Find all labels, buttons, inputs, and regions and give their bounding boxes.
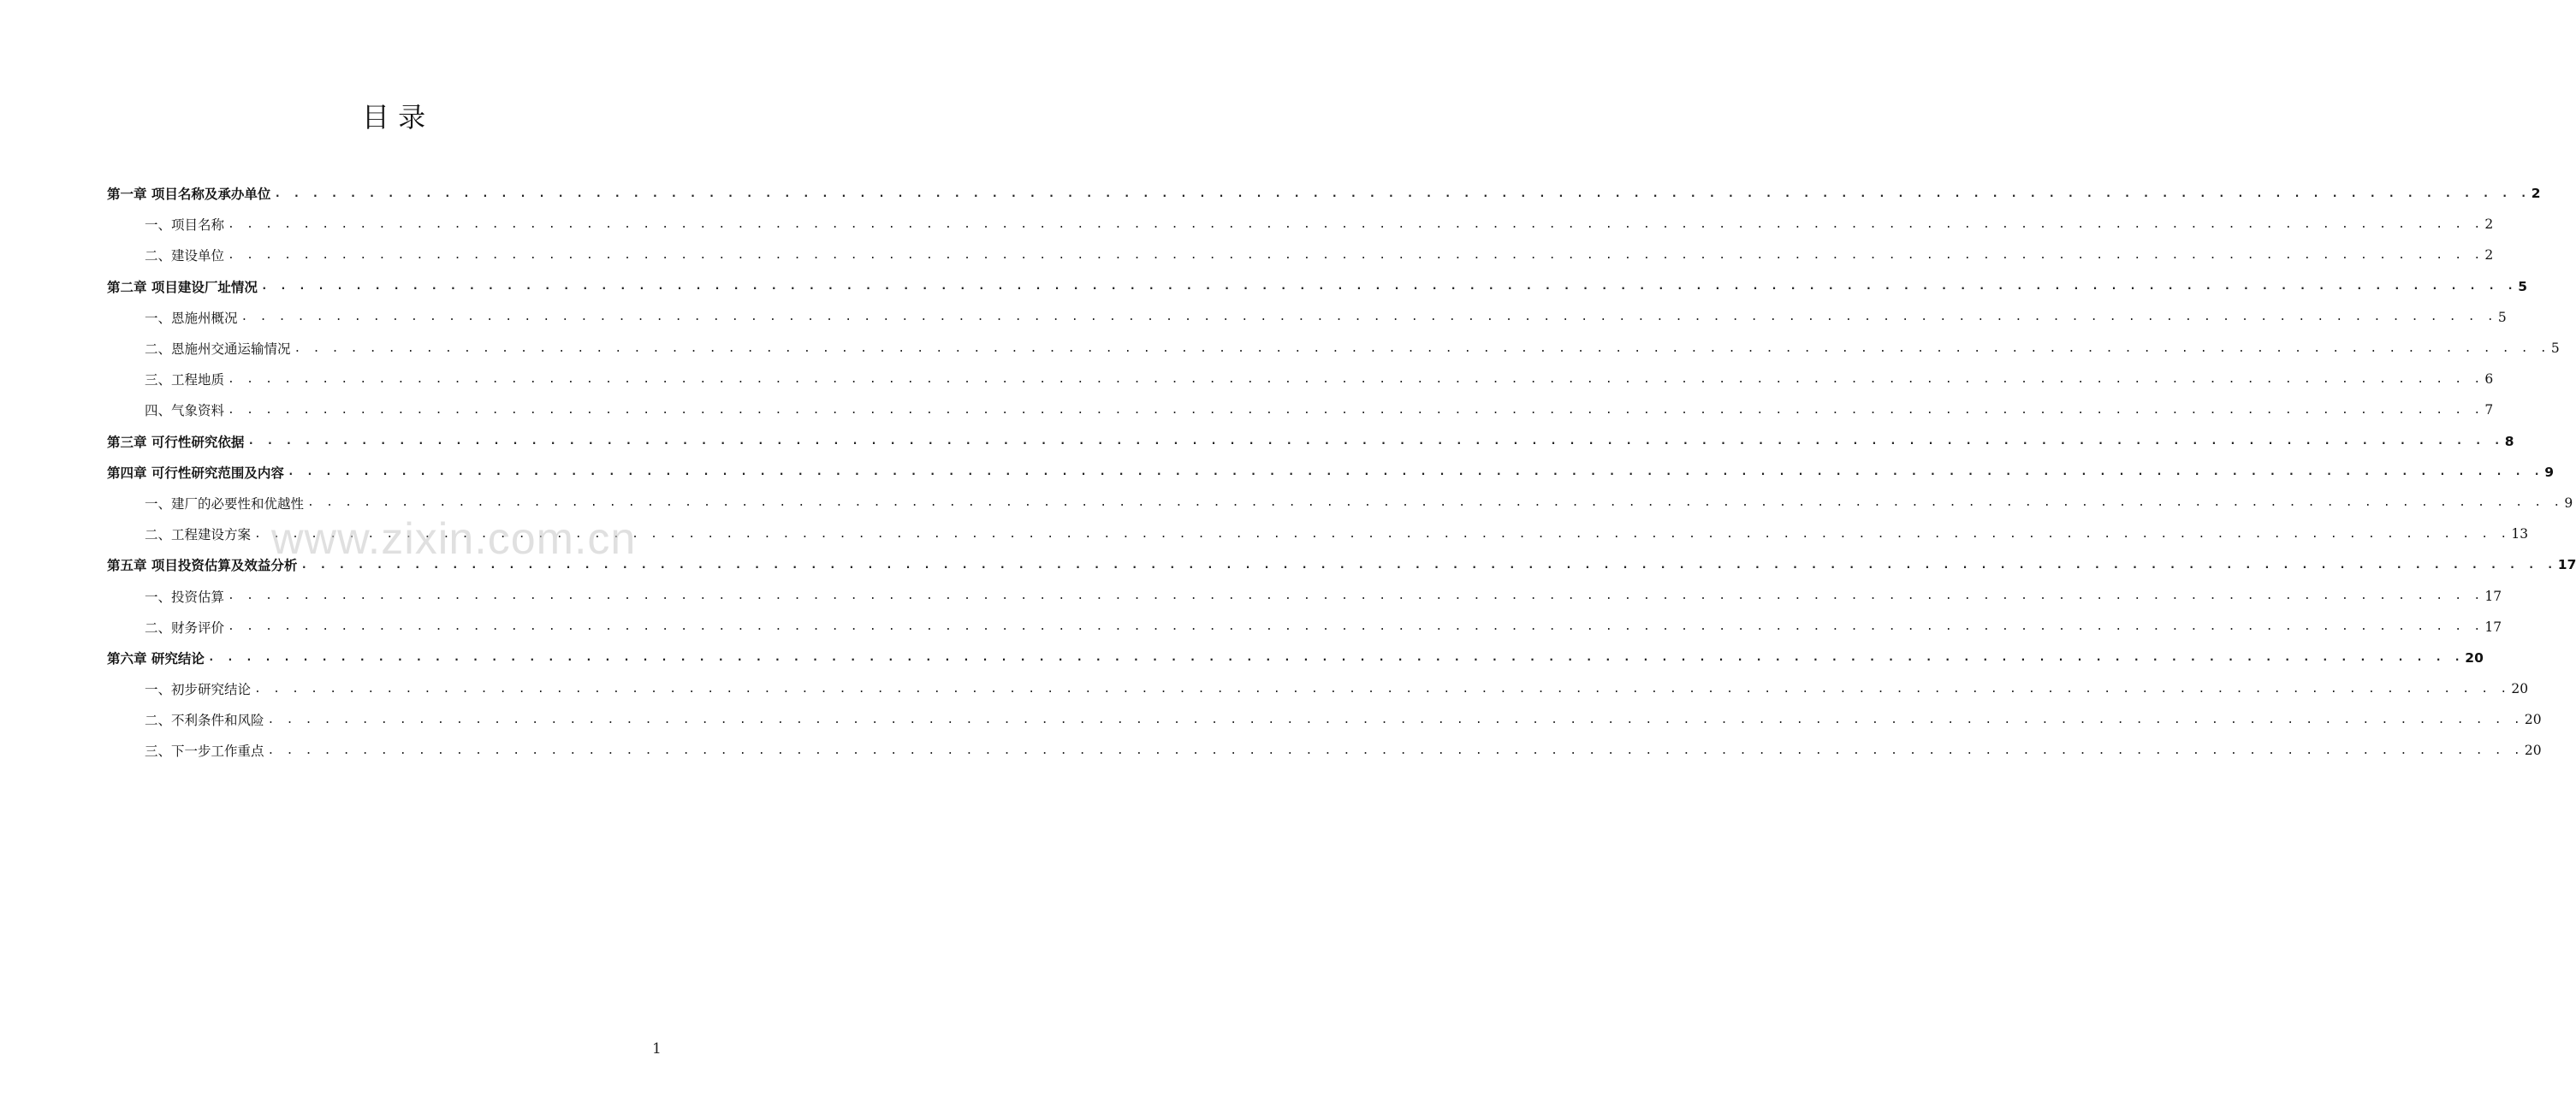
toc-chapter-entry[interactable] bbox=[107, 271, 2528, 302]
toc-entry-page: 17 bbox=[2557, 557, 2576, 573]
toc-entry-page: 2 bbox=[2484, 247, 2494, 264]
toc-entry-page: 6 bbox=[2484, 371, 2494, 388]
toc-entry-page: 17 bbox=[2484, 588, 2502, 604]
toc-dot-leader: . . . . . . . . . . . . . . . . . . . . . . . . . . . . . . . . . . . . . . . . . . . . . . . . . . . . . . . . . . . . . . . . . . . . . . . . . . . . . . . . . . . . . . . . . . . . . . . . . . . . . . . . . . . . . . . . . . . . . . . . bbox=[228, 217, 2484, 231]
toc-dot-leader: . . . . . . . . . . . . . . . . . . . . . . . . . . . . . . . . . . . . . . . . . . . . . . . . . . . . . . . . . . . . . . . . . . . . . . . . . . . . . . . . . . . . . . . . . . . . . . . . . . . . . . . . . . . . . . . . . . . . . . . . bbox=[240, 311, 2496, 324]
toc-entry-page: 5 bbox=[2550, 341, 2560, 357]
toc-entry-page: 7 bbox=[2484, 402, 2494, 418]
toc-entry-label: 二、不利条件和风险 bbox=[145, 713, 264, 729]
toc-entry-label: 第六章 研究结论 bbox=[107, 650, 205, 667]
toc-dot-leader: . . . . . . . . . . . . . . . . . . . . . . . . . . . . . . . . . . . . . . . . . . . . . . . . . . . . . . . . . . . . . . . . . . . . . . . . . . . . . . . . . . . . . . . . . . . . . . . . . . . . . . . . . . . . . . . . . . . . . . . . bbox=[254, 527, 2510, 541]
toc-dot-leader: . . . . . . . . . . . . . . . . . . . . . . . . . . . . . . . . . . . . . . . . . . . . . . . . . . . . . . . . . . . . . . . . . . . . . . . . . . . . . . . . . . . . . . . . . . . . . . . . . . . . . . . . . . . . . . . . . . . . . . . . bbox=[300, 558, 2556, 572]
toc-entry-label: 第一章 项目名称及承办单位 bbox=[107, 187, 271, 203]
toc-entry-label: 一、项目名称 bbox=[145, 217, 225, 234]
toc-dot-leader: . . . . . . . . . . . . . . . . . . . . . . . . . . . . . . . . . . . . . . . . . . . . . . . . . . . . . . . . . . . . . . . . . . . . . . . . . . . . . . . . . . . . . . . . . . . . . . . . . . . . . . . . . . . . . . . . . . . . . . . . bbox=[228, 248, 2484, 262]
toc-entry-label: 一、建厂的必要性和优越性 bbox=[145, 495, 305, 512]
toc-chapter-entry[interactable] bbox=[107, 549, 2576, 580]
toc-dot-leader: . . . . . . . . . . . . . . . . . . . . . . . . . . . . . . . . . . . . . . . . . . . . . . . . . . . . . . . . . . . . . . . . . . . . . . . . . . . . . . . . . . . . . . . . . . . . . . . . . . . . . . . . . . . . . . . . . . . . . . . . bbox=[228, 372, 2484, 386]
toc-section-entry[interactable] bbox=[107, 394, 2494, 425]
toc-entry-label: 一、初步研究结论 bbox=[145, 682, 252, 698]
toc-entry-page: 20 bbox=[2511, 681, 2529, 697]
toc-entry-label: 一、投资估算 bbox=[145, 589, 225, 605]
toc-dot-leader: . . . . . . . . . . . . . . . . . . . . . . . . . . . . . . . . . . . . . . . . . . . . . . . . . . . . . . . . . . . . . . . . . . . . . . . . . . . . . . . . . . . . . . . . . . . . . . . . . . . . . . . . . . . . . . . . . . . . . . . . bbox=[228, 590, 2484, 603]
toc-dot-leader: . . . . . . . . . . . . . . . . . . . . . . . . . . . . . . . . . . . . . . . . . . . . . . . . . . . . . . . . . . . . . . . . . . . . . . . . . . . . . . . . . . . . . . . . . . . . . . . . . . . . . . . . . . . . . . . . . . . . . . . . bbox=[267, 713, 2523, 726]
toc-entry-label: 二、工程建设方案 bbox=[145, 527, 252, 543]
toc-entry-label: 第二章 项目建设厂址情况 bbox=[107, 279, 258, 295]
toc-section-entry[interactable] bbox=[107, 302, 2507, 333]
toc-entry-page: 9 bbox=[2544, 464, 2555, 480]
toc-section-entry[interactable] bbox=[107, 518, 2529, 549]
toc-section-entry[interactable] bbox=[107, 333, 2560, 364]
toc-dot-leader: . . . . . . . . . . . . . . . . . . . . . . . . . . . . . . . . . . . . . . . . . . . . . . . . . . . . . . . . . . . . . . . . . . . . . . . . . . . . . . . . . . . . . . . . . . . . . . . . . . . . . . . . . . . . . . . . . . . . . . . . bbox=[207, 651, 2464, 665]
toc-dot-leader: . . . . . . . . . . . . . . . . . . . . . . . . . . . . . . . . . . . . . . . . . . . . . . . . . . . . . . . . . . . . . . . . . . . . . . . . . . . . . . . . . . . . . . . . . . . . . . . . . . . . . . . . . . . . . . . . . . . . . . . . bbox=[294, 341, 2549, 355]
toc-entry-label: 二、建设单位 bbox=[145, 248, 225, 264]
toc-section-entry[interactable] bbox=[107, 240, 2494, 270]
toc-dot-leader: . . . . . . . . . . . . . . . . . . . . . . . . . . . . . . . . . . . . . . . . . . . . . . . . . . . . . . . . . . . . . . . . . . . . . . . . . . . . . . . . . . . . . . . . . . . . . . . . . . . . . . . . . . . . . . . . . . . . . . . . bbox=[287, 465, 2543, 479]
toc-entry-page: 5 bbox=[2518, 278, 2528, 294]
toc-section-entry[interactable] bbox=[107, 488, 2573, 518]
toc-entry-page: 9 bbox=[2564, 495, 2573, 511]
toc-entry-page: 17 bbox=[2484, 619, 2502, 635]
page-number: 1 bbox=[652, 1040, 662, 1058]
toc-dot-leader: . . . . . . . . . . . . . . . . . . . . . . . . . . . . . . . . . . . . . . . . . . . . . . . . . . . . . . . . . . . . . . . . . . . . . . . . . . . . . . . . . . . . . . . . . . . . . . . . . . . . . . . . . . . . . . . . . . . . . . . . bbox=[247, 435, 2503, 448]
toc-section-entry[interactable] bbox=[107, 735, 2542, 766]
toc-dot-leader: . . . . . . . . . . . . . . . . . . . . . . . . . . . . . . . . . . . . . . . . . . . . . . . . . . . . . . . . . . . . . . . . . . . . . . . . . . . . . . . . . . . . . . . . . . . . . . . . . . . . . . . . . . . . . . . . . . . . . . . . bbox=[267, 744, 2523, 757]
toc-dot-leader: . . . . . . . . . . . . . . . . . . . . . . . . . . . . . . . . . . . . . . . . . . . . . . . . . . . . . . . . . . . . . . . . . . . . . . . . . . . . . . . . . . . . . . . . . . . . . . . . . . . . . . . . . . . . . . . . . . . . . . . . bbox=[228, 403, 2484, 417]
toc-dot-leader: . . . . . . . . . . . . . . . . . . . . . . . . . . . . . . . . . . . . . . . . . . . . . . . . . . . . . . . . . . . . . . . . . . . . . . . . . . . . . . . . . . . . . . . . . . . . . . . . . . . . . . . . . . . . . . . . . . . . . . . . bbox=[307, 496, 2563, 510]
toc-chapter-entry[interactable] bbox=[107, 178, 2541, 209]
toc-entry-label: 第三章 可行性研究依据 bbox=[107, 434, 245, 450]
toc-entry-page: 2 bbox=[2531, 186, 2541, 202]
table-of-contents bbox=[107, 178, 2576, 767]
toc-entry-label: 二、财务评价 bbox=[145, 619, 225, 636]
toc-section-entry[interactable] bbox=[107, 209, 2494, 240]
toc-entry-label: 第四章 可行性研究范围及内容 bbox=[107, 465, 284, 481]
toc-dot-leader: . . . . . . . . . . . . . . . . . . . . . . . . . . . . . . . . . . . . . . . . . . . . . . . . . . . . . . . . . . . . . . . . . . . . . . . . . . . . . . . . . . . . . . . . . . . . . . . . . . . . . . . . . . . . . . . . . . . . . . . . bbox=[274, 187, 2530, 200]
watermark: www.zixin.com.cn bbox=[271, 514, 637, 564]
toc-chapter-entry[interactable] bbox=[107, 426, 2514, 457]
toc-entry-label: 二、恩施州交通运输情况 bbox=[145, 341, 291, 358]
toc-section-entry[interactable] bbox=[107, 673, 2529, 704]
toc-entry-page: 2 bbox=[2484, 216, 2494, 233]
toc-section-entry[interactable] bbox=[107, 580, 2502, 611]
toc-entry-page: 20 bbox=[2465, 649, 2484, 666]
toc-chapter-entry[interactable] bbox=[107, 643, 2484, 673]
toc-entry-page: 20 bbox=[2524, 712, 2542, 728]
toc-entry-page: 20 bbox=[2524, 743, 2542, 759]
toc-entry-label: 三、下一步工作重点 bbox=[145, 744, 264, 760]
toc-section-entry[interactable] bbox=[107, 704, 2542, 735]
toc-section-entry[interactable] bbox=[107, 612, 2502, 643]
toc-entry-label: 第五章 项目投资估算及效益分析 bbox=[107, 558, 298, 574]
toc-entry-page: 13 bbox=[2511, 526, 2529, 542]
toc-dot-leader: . . . . . . . . . . . . . . . . . . . . . . . . . . . . . . . . . . . . . . . . . . . . . . . . . . . . . . . . . . . . . . . . . . . . . . . . . . . . . . . . . . . . . . . . . . . . . . . . . . . . . . . . . . . . . . . . . . . . . . . . bbox=[228, 620, 2484, 634]
toc-entry-label: 四、气象资料 bbox=[145, 403, 225, 419]
toc-entry-label: 一、恩施州概况 bbox=[145, 310, 238, 326]
toc-dot-leader: . . . . . . . . . . . . . . . . . . . . . . . . . . . . . . . . . . . . . . . . . . . . . . . . . . . . . . . . . . . . . . . . . . . . . . . . . . . . . . . . . . . . . . . . . . . . . . . . . . . . . . . . . . . . . . . . . . . . . . . . bbox=[254, 682, 2510, 696]
toc-entry-label: 三、工程地质 bbox=[145, 372, 225, 388]
page-title: 目 录 bbox=[361, 101, 426, 133]
toc-section-entry[interactable] bbox=[107, 364, 2494, 394]
toc-dot-leader: . . . . . . . . . . . . . . . . . . . . . . . . . . . . . . . . . . . . . . . . . . . . . . . . . . . . . . . . . . . . . . . . . . . . . . . . . . . . . . . . . . . . . . . . . . . . . . . . . . . . . . . . . . . . . . . . . . . . . . . . bbox=[260, 280, 2517, 293]
toc-chapter-entry[interactable] bbox=[107, 457, 2555, 488]
toc-entry-page: 5 bbox=[2497, 309, 2507, 325]
toc-entry-page: 8 bbox=[2504, 433, 2514, 449]
